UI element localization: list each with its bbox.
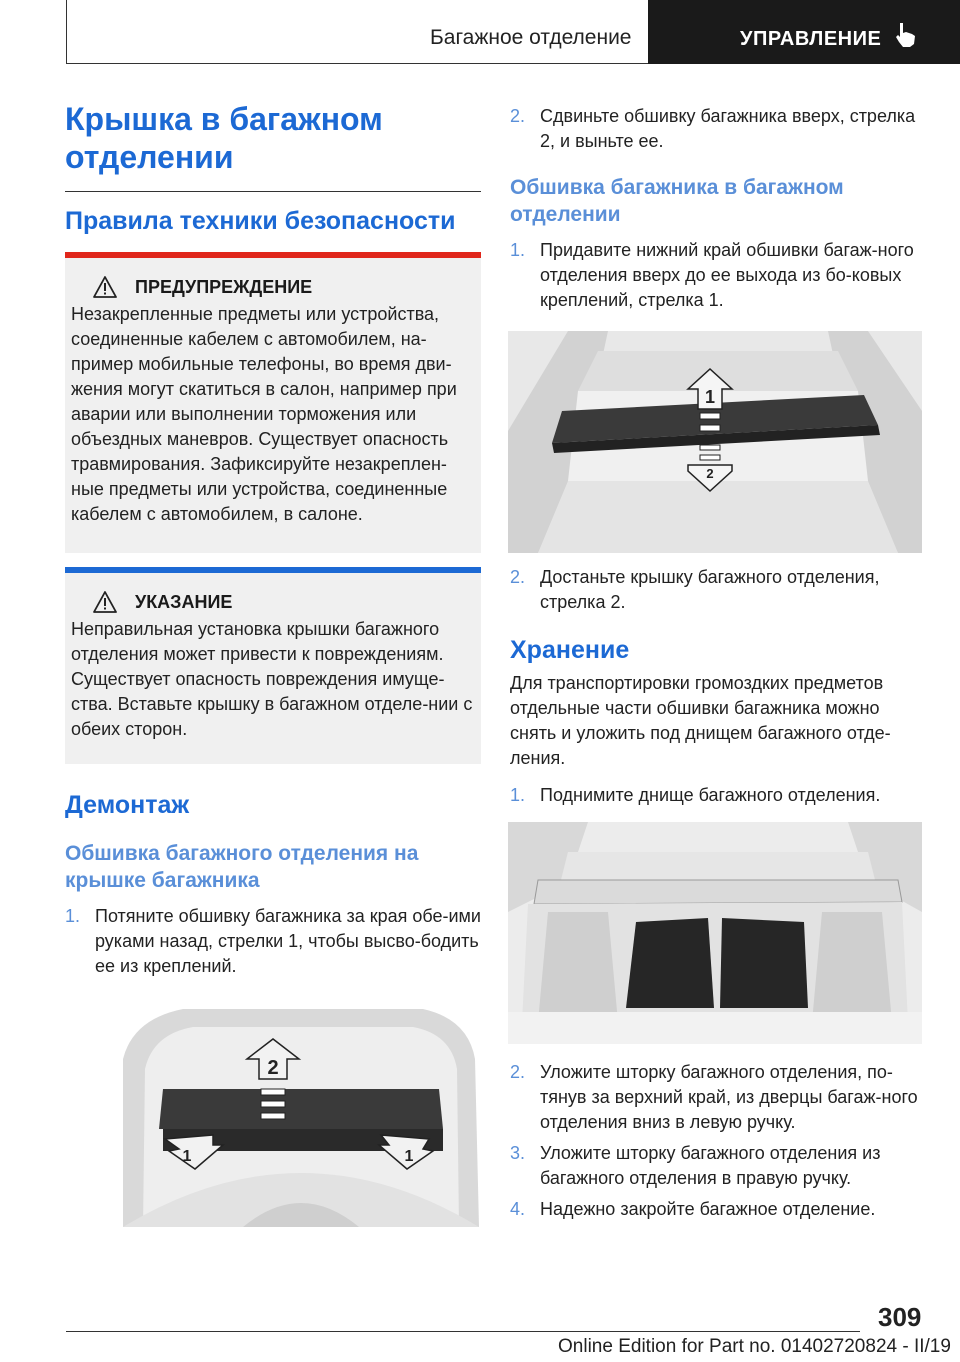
step-text: Достаньте крышку багажного отделения, стрелка 2. — [540, 567, 880, 612]
notice-triangle-icon — [93, 591, 117, 613]
header-divider-bottom — [66, 63, 648, 64]
figure-label-1: 1 — [704, 387, 716, 407]
notice-text: Неправильная установка крышки багажного отделения может привести к повреждениям. Существует опасность повреждения имуще-ства. Вставьте крышку в багажном отделе-нии с обеих сторон. — [71, 619, 473, 739]
liner-cargo-heading: Обшивка багажника в багажном отделении — [510, 176, 844, 226]
page-title: Крышка в багажном отделении — [65, 101, 383, 175]
step-text: Сдвиньте обшивку багажника вверх, стрелка 2, и выньте ее. — [540, 106, 916, 151]
step-number: 2. — [510, 1062, 526, 1082]
step-number: 2. — [510, 106, 526, 126]
step-number: 4. — [510, 1199, 526, 1219]
figure-label-1-left: 1 — [182, 1148, 192, 1165]
left-column — [65, 100, 481, 1227]
list-item — [510, 238, 924, 313]
list-item — [510, 1060, 924, 1135]
figure-cargo-cover — [508, 331, 922, 553]
warning-label: ПРЕДУПРЕЖДЕНИЕ — [135, 276, 313, 297]
header-chapter-label: УПРАВЛЕНИЕ — [740, 28, 882, 50]
right-column — [510, 104, 924, 1222]
list-item — [510, 1197, 924, 1222]
storage-floor-illustration — [508, 822, 922, 1044]
figure-label-2: 2 — [267, 1057, 279, 1079]
figure-label-2: 2 — [706, 466, 714, 481]
liner-tailgate-heading: Обшивка багажного отделения на крышке багажника — [65, 842, 419, 892]
step-number: 3. — [510, 1143, 526, 1163]
page-header — [0, 0, 960, 66]
page-number: 309 — [878, 1302, 922, 1332]
step-text: Уложите шторку багажного отделения, по-тянув за верхний край, из дверцы багаж-ного отделения вниз в левую ручку. — [540, 1062, 918, 1132]
figure-label-1-right: 1 — [404, 1148, 414, 1165]
step-text: Потяните обшивку багажника за края обе-ими руками назад, стрелки 1, чтобы высво-бодить ее из креплений. — [95, 906, 481, 976]
step-number: 1. — [510, 240, 526, 260]
safety-heading: Правила техники безопасности — [65, 207, 456, 235]
header-divider-left — [66, 0, 67, 64]
header-chapter-tab — [648, 0, 960, 64]
storage-heading: Хранение — [510, 636, 630, 664]
tailgate-illustration — [123, 999, 479, 1227]
storage-text: Для транспортировки громоздких предметов отдельные части обшивки багажника можно снять и уложить под днищем багажного отде-ления. — [510, 673, 891, 768]
list-item — [65, 904, 481, 979]
figure-storage-floor — [508, 822, 922, 1044]
footer-rule — [66, 1331, 860, 1332]
figure-tailgate-liner — [123, 999, 479, 1227]
step-text: Придавите нижний край обшивки багаж-ного отделения вверх до ее выхода из бо-ковых креплений, стрелка 1. — [540, 240, 914, 310]
removal-heading: Демонтаж — [65, 791, 190, 819]
list-item — [510, 1141, 924, 1191]
step-text: Надежно закройте багажное отделение. — [540, 1199, 876, 1219]
list-item — [510, 565, 924, 615]
warning-triangle-icon — [93, 276, 117, 298]
list-item — [510, 104, 924, 154]
step-text: Уложите шторку багажного отделения из багажного отделения в правую ручку. — [540, 1143, 881, 1188]
cargo-cover-illustration — [508, 331, 922, 553]
warning-text: Незакрепленные предметы или устройства, соединенные кабелем с автомобилем, на-пример мобильные телефоны, во время дви-жения могут скатиться в салон, например при аварии или выполнении торможения или объездных маневров. Существует опасность травмирования. Зафиксируйте незакреплен-ные предметы или устройства, соединенные кабелем с автомобилем, в салоне. — [71, 304, 457, 524]
title-rule — [65, 191, 481, 192]
step-number: 1. — [510, 785, 526, 805]
pointing-hand-icon — [894, 22, 918, 48]
step-number: 1. — [65, 906, 81, 926]
step-number: 2. — [510, 567, 526, 587]
notice-label: УКАЗАНИЕ — [135, 591, 233, 612]
list-item — [510, 783, 924, 808]
notice-box — [65, 567, 481, 764]
warning-box — [65, 252, 481, 553]
step-text: Поднимите днище багажного отделения. — [540, 785, 881, 805]
footer-edition: Online Edition for Part no. 01402720824 - II/19 — [558, 1336, 951, 1357]
header-section-title: Багажное отделение — [430, 26, 632, 49]
